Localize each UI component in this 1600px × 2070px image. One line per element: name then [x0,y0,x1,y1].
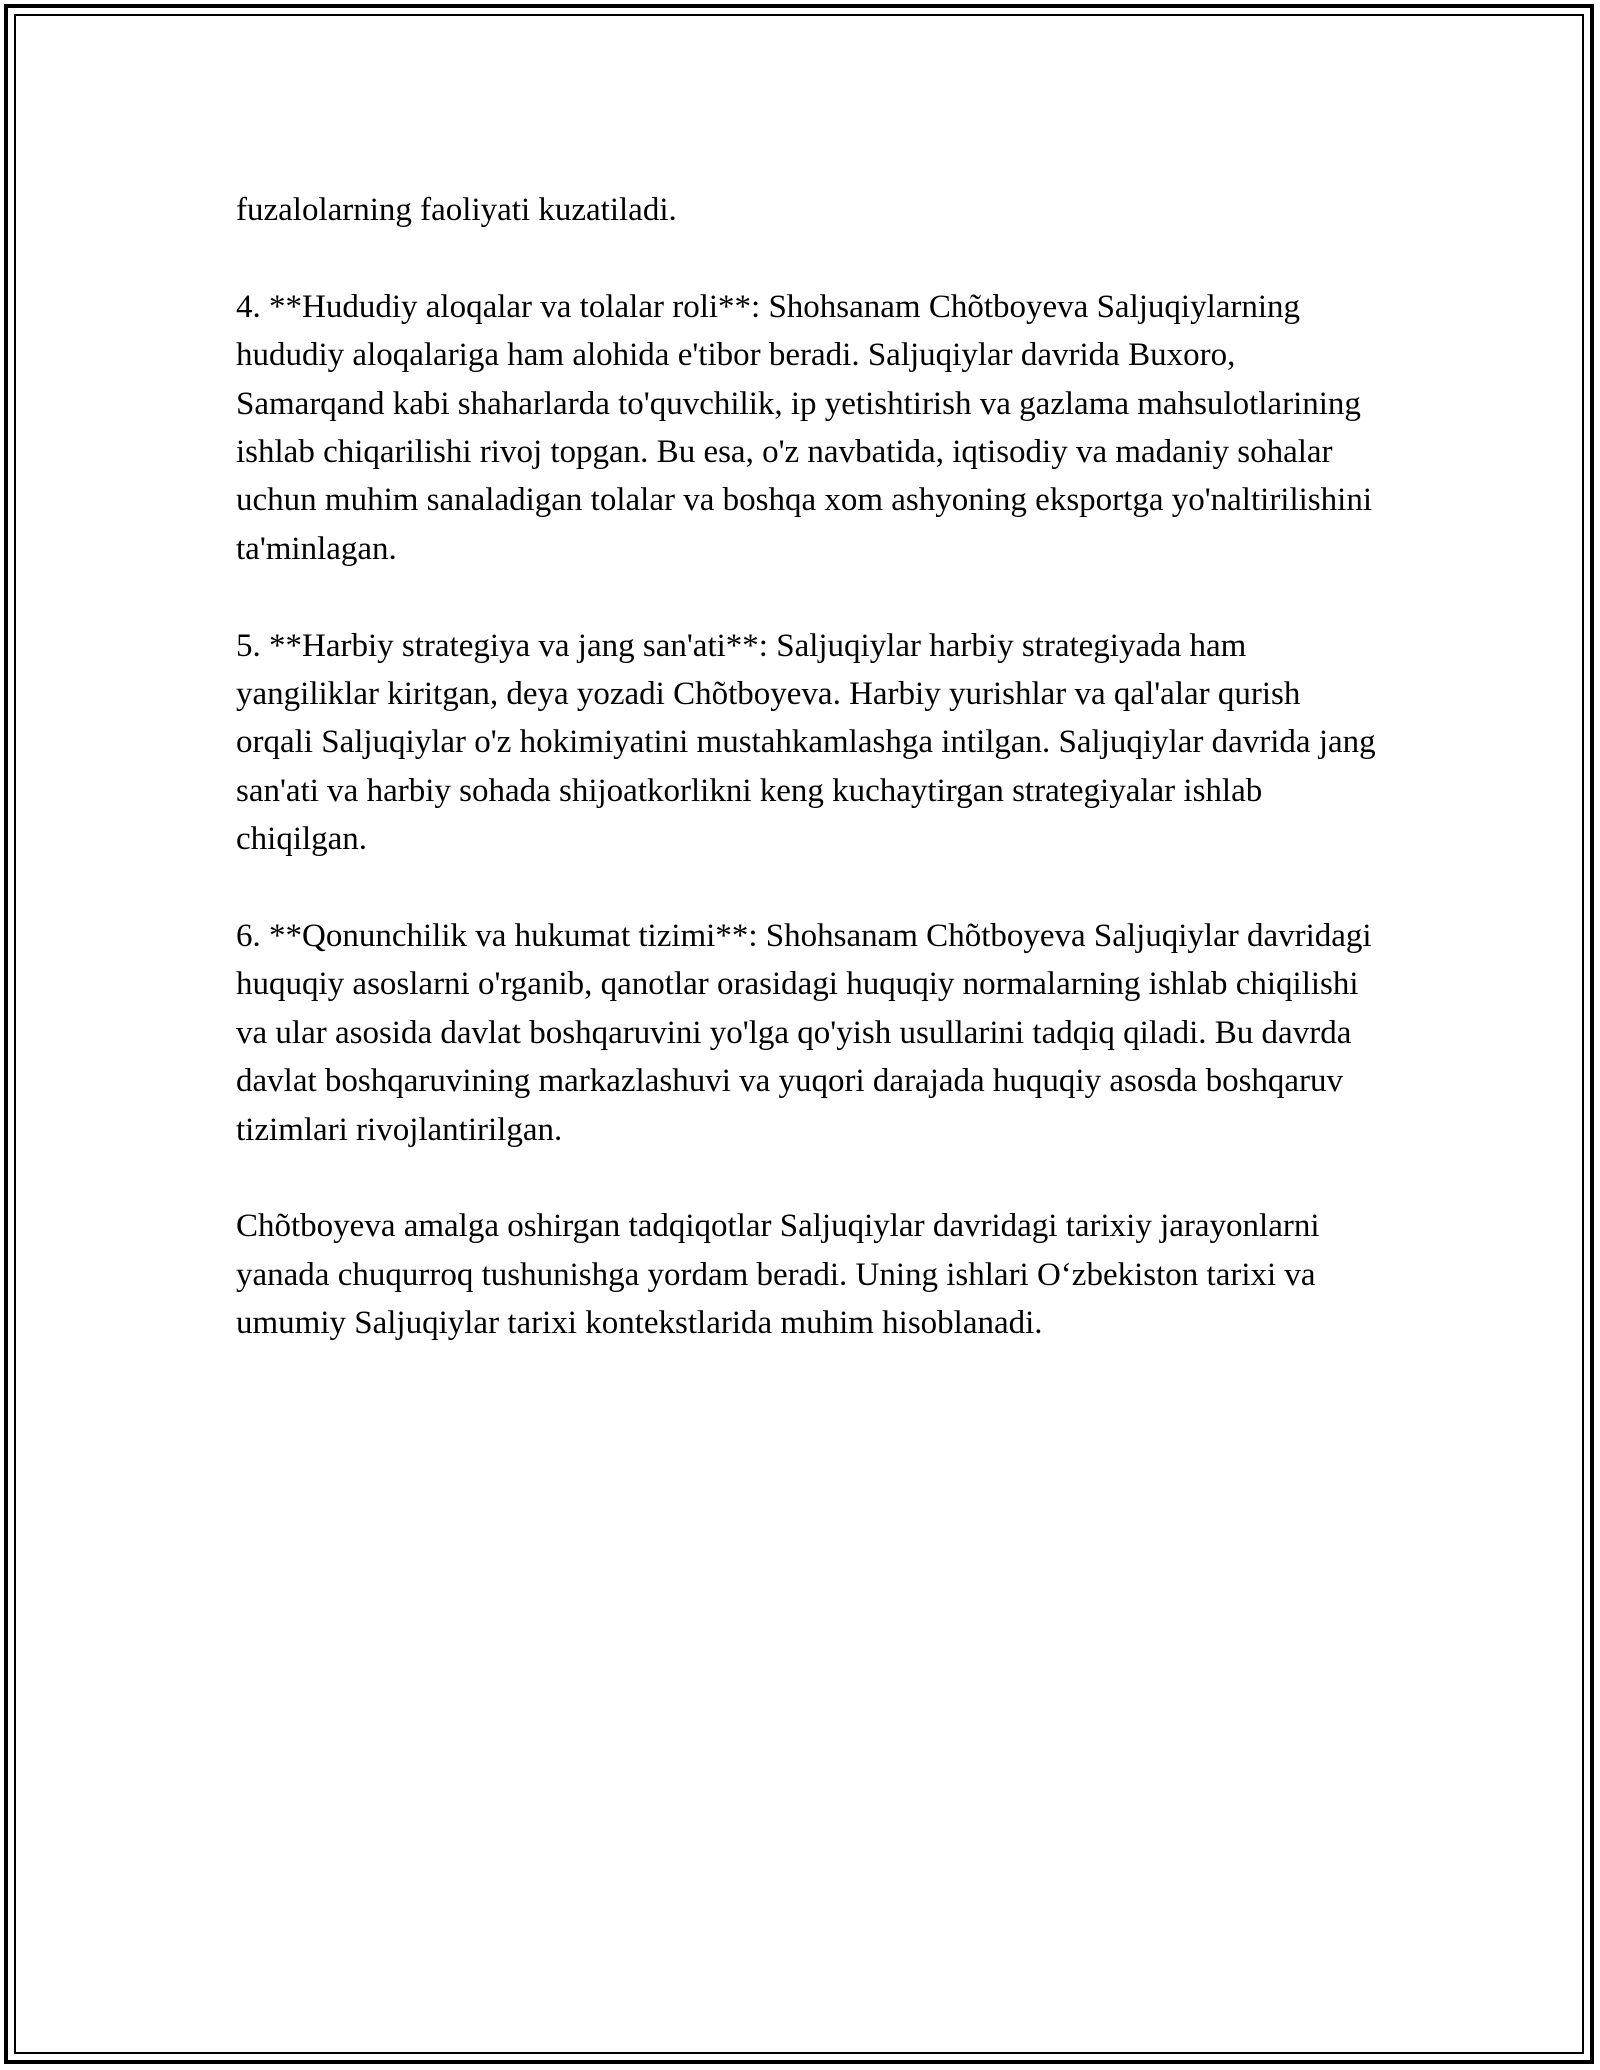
paragraph-continuation: fuzalolarning faoliyati kuzatiladi. [236,192,677,228]
paragraph-regional-relations: 4. **Hududiy aloqalar va tolalar roli**: Shohsanam Chõtboyeva Saljuqiylarning hududiy aloqalariga ham alohida e'tibor beradi. Saljuqiylar davrida Buxoro, Samarqand kabi shaharlarda to'quvchilik, ip yetishtirish va gazlama mahsulotlarining ishlab chiqarilishi rivoj topgan. Bu esa, o'z navbatida, iqtisodiy va madaniy sohalar uchun muhim sanaladigan tolalar va boshqa xom ashyoning eksportga yo'naltirilishini ta'minlagan. [236,288,1372,567]
document-body [236,186,1376,1396]
paragraph-military-strategy: 5. **Harbiy strategiya va jang san'ati**: Saljuqiylar harbiy strategiyada ham yangiliklar kiritgan, deya yozadi Chõtboyeva. Harbiy yurishlar va qal'alar qurish orqali Saljuqiylar o'z hokimiyatini mustahkamlashga intilgan. Saljuqiylar davrida jang san'ati va harbiy sohada shijoatkorlikni keng kuchaytirgan strategiyalar ishlab chiqilgan. [236,627,1376,858]
paragraph-legislation: 6. **Qonunchilik va hukumat tizimi**: Shohsanam Chõtboyeva Saljuqiylar davridagi huquqiy asoslarni o'rganib, qanotlar orasidagi huquqiy normalarning ishlab chiqilishi va ular asosida davlat boshqaruvini yo'lga qo'yish usullarini tadqiq qiladi. Bu davrda davlat boshqaruvining markazlashuvi va yuqori darajada huquqiy asosda boshqaruv tizimlari rivojlantirilgan. [236,918,1372,1148]
paragraph-conclusion: Chõtboyeva amalga oshirgan tadqiqotlar Saljuqiylar davridagi tarixiy jarayonlarni yanada chuqurroq tushunishga yordam beradi. Uning ishlari O‘zbekiston tarixi va umumiy Saljuqiylar tarixi kontekstlarida muhim hisoblanadi. [236,1208,1320,1342]
